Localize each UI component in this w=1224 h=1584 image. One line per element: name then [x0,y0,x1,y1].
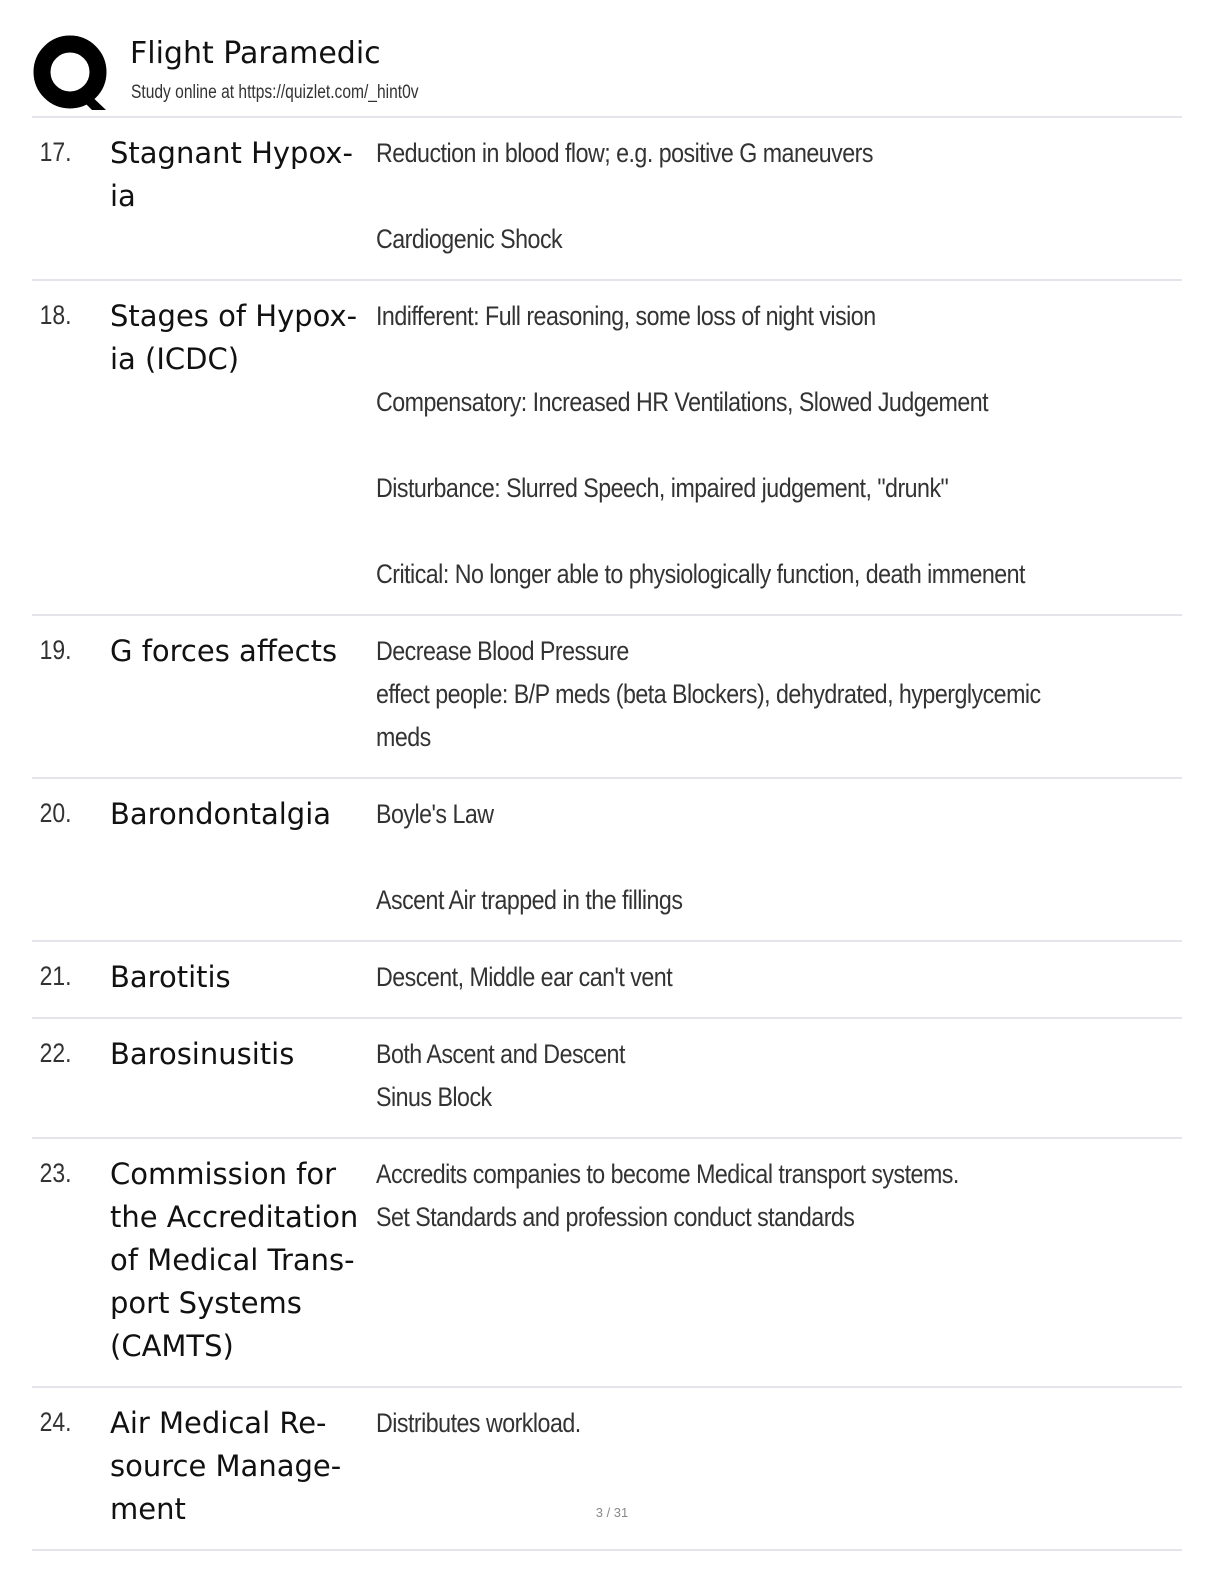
card-number: 19. [39,635,72,665]
card-number: 22. [39,1038,72,1068]
card-definition: Reduction in blood flow; e.g. positive G maneuvers Cardiogenic Shock [376,138,873,254]
card-number: 18. [39,300,72,330]
card-number: 17. [39,137,72,167]
card-term: Barotitis [110,960,231,994]
flashcard-row [32,281,1182,616]
quizlet-q-logo-icon [32,34,112,114]
flashcard-row [32,779,1182,942]
card-definition: Boyle's Law Ascent Air trapped in the fillings [376,799,683,915]
card-term: G forces affects [110,634,338,668]
card-term: Barondontalgia [110,797,332,831]
card-definition: Indifferent: Full reasoning, some loss of night vision Compensatory: Increased HR Ventilations, Slowed Judgement Disturbance: Slurred Speech, impaired judgement, "drunk" Critical: No longer able to physiologically function, death immenent [376,301,1025,589]
document-title: Flight Paramedic [130,36,381,71]
card-definition: Descent, Middle ear can't vent [376,962,673,992]
page-number: 3 / 31 [595,1505,629,1520]
card-definition: Both Ascent and Descent Sinus Block [376,1039,625,1112]
card-number: 20. [39,798,72,828]
card-term: Barosinusitis [110,1037,295,1071]
card-definition: Decrease Blood Pressure effect people: B/P meds (beta Blockers), dehydrated, hyperglycemic meds [376,636,1041,752]
card-number: 23. [39,1158,72,1188]
card-definition: Distributes workload. [376,1408,581,1438]
card-number: 24. [39,1407,72,1437]
flashcard-row [32,118,1182,281]
card-term: Stagnant Hypox- ia [110,136,353,213]
card-definition: Accredits companies to become Medical transport systems. Set Standards and profession conduct standards [376,1159,959,1232]
card-number: 21. [39,961,72,991]
card-term: Commission for the Accreditation of Medical Trans- port Systems (CAMTS) [110,1157,359,1363]
flashcard-row [32,1019,1182,1139]
flashcard-row [32,1139,1182,1388]
page-header [32,30,1182,116]
flashcard-row [32,1388,1182,1551]
flashcard-row [32,616,1182,779]
flashcard-row [32,942,1182,1019]
card-term: Air Medical Re- source Manage- ment [110,1406,342,1526]
card-term: Stages of Hypox- ia (ICDC) [110,299,358,376]
study-online-link[interactable]: Study online at https://quizlet.com/_hint0v [131,82,419,103]
flashcard-list [32,118,1182,1551]
